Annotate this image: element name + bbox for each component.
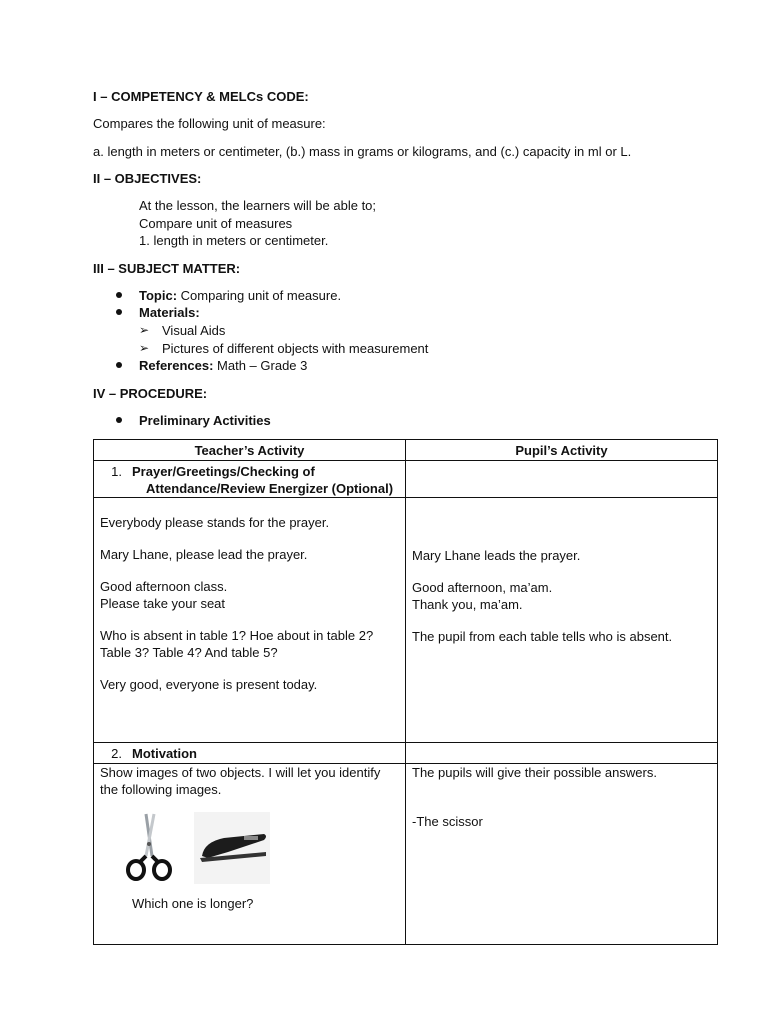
competency-heading: I – COMPETENCY & MELCs CODE: bbox=[93, 89, 309, 104]
pupil-column-header: Pupil’s Activity bbox=[406, 440, 718, 461]
objective-line-1: At the lesson, the learners will be able to; bbox=[139, 198, 377, 213]
pupil2-line2: -The scissor bbox=[412, 814, 483, 829]
topic-value: Comparing unit of measure. bbox=[177, 288, 342, 303]
step2-content-row bbox=[94, 764, 718, 945]
materials-label: Materials: bbox=[139, 305, 200, 320]
procedure-heading: IV – PROCEDURE: bbox=[93, 386, 208, 401]
pupil-activity-2 bbox=[406, 764, 718, 945]
teacher2-question: Which one is longer? bbox=[132, 896, 254, 911]
teacher-line: Everybody please stands for the prayer. bbox=[100, 515, 330, 530]
topic-item bbox=[139, 287, 341, 304]
step2-row bbox=[94, 743, 718, 764]
step2-pupil-cell bbox=[406, 743, 718, 764]
bullet-icon bbox=[116, 292, 122, 298]
references-value: Math – Grade 3 bbox=[213, 358, 308, 373]
teacher2-line1: Show images of two objects. I will let you identify bbox=[100, 765, 381, 780]
objective-line-2: Compare unit of measures bbox=[139, 216, 293, 231]
teacher-line: Who is absent in table 1? Hoe about in table 2? bbox=[100, 628, 374, 643]
material-item-2: Pictures of different objects with measurement bbox=[162, 341, 429, 356]
pupil2-line1: The pupils will give their possible answers. bbox=[412, 765, 657, 780]
step1-number: 1. bbox=[111, 464, 122, 479]
bullet-icon bbox=[116, 417, 122, 423]
activity-table bbox=[93, 439, 718, 945]
pupil-line: Mary Lhane leads the prayer. bbox=[412, 548, 581, 563]
subject-matter-heading: III – SUBJECT MATTER: bbox=[93, 261, 241, 276]
references-item bbox=[139, 357, 307, 374]
pupil-line: Good afternoon, ma’am. bbox=[412, 580, 553, 595]
teacher-column-header: Teacher’s Activity bbox=[94, 440, 406, 461]
references-label: References: bbox=[139, 358, 214, 373]
objective-line-3: 1. length in meters or centimeter. bbox=[139, 233, 329, 248]
teacher-line: Good afternoon class. bbox=[100, 579, 228, 594]
pupil-activity-1 bbox=[406, 498, 718, 743]
step1-cell bbox=[94, 461, 406, 498]
step1-title-text: Prayer/Greetings/Checking of bbox=[132, 464, 315, 479]
teacher2-line2: the following images. bbox=[100, 782, 222, 797]
objectives-heading: II – OBJECTIVES: bbox=[93, 171, 202, 186]
step2-title bbox=[100, 745, 399, 762]
teacher-activity-1 bbox=[94, 498, 406, 743]
teacher-activity-2 bbox=[94, 764, 406, 945]
competency-intro: Compares the following unit of measure: bbox=[93, 116, 326, 131]
stapler-image bbox=[194, 812, 270, 884]
competency-detail: a. length in meters or centimeter, (b.) mass in grams or kilograms, and (c.) capacity in ml or L. bbox=[93, 144, 632, 159]
arrow-bullet-icon: ➢ bbox=[139, 341, 150, 355]
step2-label: Motivation bbox=[132, 745, 197, 761]
step2-cell bbox=[94, 743, 406, 764]
pupil-line: Thank you, ma’am. bbox=[412, 597, 523, 612]
bullet-icon bbox=[116, 362, 122, 368]
step2-number: 2. bbox=[111, 745, 122, 761]
teacher-line: Please take your seat bbox=[100, 596, 226, 611]
bullet-icon bbox=[116, 309, 122, 315]
arrow-bullet-icon: ➢ bbox=[139, 323, 150, 337]
step1-row bbox=[94, 461, 718, 498]
material-item-1: Visual Aids bbox=[162, 323, 226, 338]
step1-title-line1 bbox=[100, 463, 399, 480]
teacher-line: Very good, everyone is present today. bbox=[100, 677, 318, 692]
preliminary-activities: Preliminary Activities bbox=[139, 413, 271, 428]
step1-title-line2: Attendance/Review Energizer (Optional) bbox=[146, 481, 394, 496]
topic-label: Topic: bbox=[139, 288, 178, 303]
teacher-line: Mary Lhane, please lead the prayer. bbox=[100, 547, 308, 562]
teacher-line: Table 3? Table 4? And table 5? bbox=[100, 645, 278, 660]
scissors-image bbox=[124, 812, 174, 884]
table-header-row bbox=[94, 440, 718, 461]
step1-content-row bbox=[94, 498, 718, 743]
step1-pupil-cell bbox=[406, 461, 718, 498]
pupil-line: The pupil from each table tells who is absent. bbox=[412, 629, 673, 644]
